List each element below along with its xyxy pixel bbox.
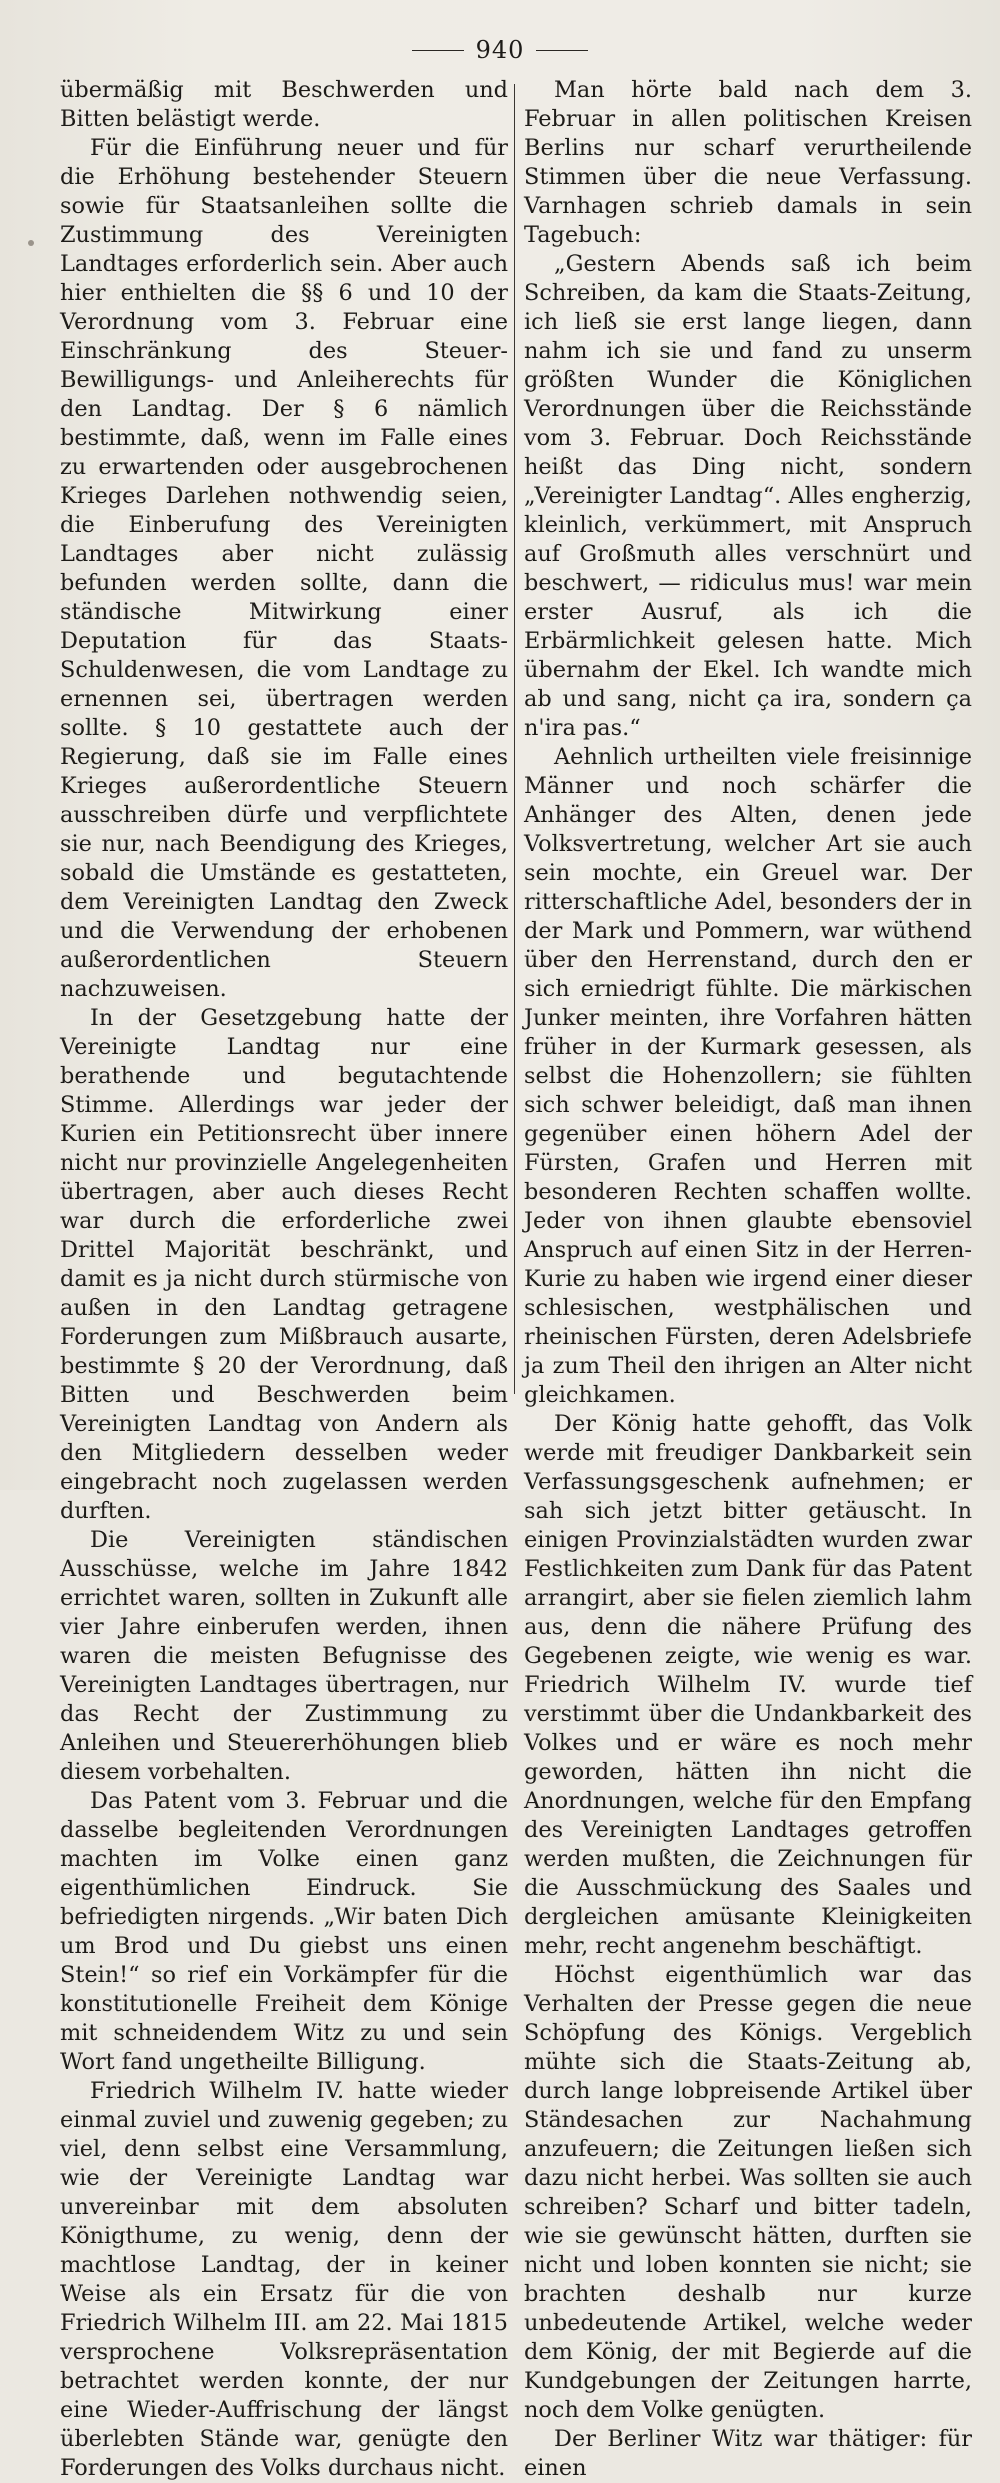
left-paragraph-5: Das Patent vom 3. Februar und die dasselbe begleitenden Verordnungen machten im Volke einen ganz eigenthümlichen Eindruck. Sie befriedigten nirgends. „Wir baten Dich um Brod und Du giebst uns einen Stein!“ so rief ein Vorkämpfer für die konstitutionelle Freiheit dem Könige mit schneidendem Witz zu und sein Wort fand ungetheilte Billigung. [60,1788,508,2075]
left-paragraph-2: Für die Einführung neuer und für die Erhöhung bestehender Steuern sowie für Staatsanleihen sollte die Zustimmung des Vereinigten Landtages erforderlich sein. Aber auch hier enthielten die §§ 6 und 10 der Verordnung vom 3. Februar eine Einschränkung des Steuer-Bewilligungs- und Anleiherechts für den Landtag. Der § 6 nämlich bestimmte, daß, wenn im Falle eines zu erwartenden oder ausgebrochenen Krieges Darlehen nothwendig seien, die Einberufung des Vereinigten Landtages aber nicht zulässig befunden werden sollte, dann die ständische Mitwirkung einer Deputation für das Staats-Schuldenwesen, die vom Landtage zu ernennen sei, übertragen werden sollte. § 10 gestattete auch der Regierung, daß sie im Falle eines Krieges außerordentliche Steuern ausschreiben dürfe und verpflichtete sie nur, nach Beendigung des Krieges, sobald die Umstände es gestatteten, dem Vereinigten Landtag den Zweck und die Verwendung der erhobenen außerordentlichen Steuern nachzuweisen. [60,135,508,1002]
running-head-rule-right [536,50,588,51]
left-paragraph-6: Friedrich Wilhelm IV. hatte wieder einmal zuviel und zuwenig gegeben; zu viel, denn selbst eine Versammlung, wie der Vereinigte Landtag war unvereinbar mit dem absoluten Königthume, zu wenig, denn der machtlose Landtag, der in keiner Weise als ein Ersatz für die von Friedrich Wilhelm III. am 22. Mai 1815 versprochene Volksrepräsentation betrachtet werden konnte, der nur eine Wieder-Auffrischung der längst überlebten Stände war, genügte den Forderungen des Volks durchaus nicht. [60,2078,508,2481]
right-paragraph-1: Man hörte bald nach dem 3. Februar in allen politischen Kreisen Berlins nur scharf verurtheilende Stimmen über die neue Verfassung. Varnhagen schrieb damals in sein Tagebuch: [524,77,972,248]
left-paragraph-4: Die Vereinigten ständischen Ausschüsse, welche im Jahre 1842 errichtet waren, sollten in Zukunft alle vier Jahre einberufen werden, ihnen waren die meisten Befugnisse des Vereinigten Landtages übertragen, nur das Recht der Zustimmung zu Anleihen und Steuererhöhungen blieb diesem vorbehalten. [60,1527,508,1785]
left-paragraph-1: übermäßig mit Beschwerden und Bitten belästigt werde. [60,77,508,132]
column-divider [514,84,515,1394]
right-paragraph-5: Höchst eigenthümlich war das Verhalten der Presse gegen die neue Schöpfung des Königs. Vergeblich mühte sich die Staats-Zeitung ab, durch lange lobpreisende Artikel über Ständesachen zur Nachahmung anzufeuern; die Zeitungen ließen sich dazu nicht herbei. Was sollten sie auch schreiben? Scharf und bitter tadeln, wie sie gewünscht hätten, durften sie nicht und loben konnten sie nicht; sie brachten deshalb nur kurze unbedeutende Artikel, welche weder dem König, der mit Begierde auf die Kundgebungen der Zeitungen harrte, noch dem Volke genügten. [524,1962,972,2423]
running-head [0,30,1000,70]
page-number: 940 [475,36,525,64]
left-column [60,76,508,2481]
right-paragraph-3: Aehnlich urtheilten viele freisinnige Männer und noch schärfer die Anhänger des Alten, denen jede Volksvertretung, welcher Art sie auch sein mochte, ein Greuel war. Der ritterschaftliche Adel, besonders der in der Mark und Pommern, war wüthend über den Herrenstand, durch den er sich erniedrigt fühlte. Die märkischen Junker meinten, ihre Vorfahren hätten früher in der Kurmark gesessen, als selbst die Hohenzollern; sie fühlten sich schwer beleidigt, daß man ihnen gegenüber einen höhern Adel der Fürsten, Grafen und Herren mit besonderen Rechten schaffen wollte. Jeder von ihnen glaubte ebensoviel Anspruch auf einen Sitz in der Herren-Kurie zu haben wie irgend einer dieser schlesischen, westphälischen und rheinischen Fürsten, deren Adelsbriefe ja zum Theil den ihrigen an Alter nicht gleichkamen. [524,744,972,1408]
left-paragraph-3: In der Gesetzgebung hatte der Vereinigte Landtag nur eine berathende und begutachtende Stimme. Allerdings war jeder der Kurien ein Petitionsrecht über innere nicht nur provinzielle Angelegenheiten übertragen, aber auch dieses Recht war durch die erforderliche zwei Drittel Majorität beschränkt, und damit es ja nicht durch stürmische von außen in den Landtag getragene Forderungen zum Mißbrauch ausarte, bestimmte § 20 der Verordnung, daß Bitten und Beschwerden beim Vereinigten Landtag von Andern als den Mitgliedern desselben weder eingebracht noch zugelassen werden durften. [60,1005,508,1524]
right-paragraph-4: Der König hatte gehofft, das Volk werde mit freudiger Dankbarkeit sein Verfassungsgeschenk aufnehmen; er sah sich jetzt bitter getäuscht. In einigen Provinzialstädten wurden zwar Festlichkeiten zum Dank für das Patent arrangirt, aber sie fielen ziemlich lahm aus, denn die nähere Prüfung des Gegebenen zeigte, wie wenig es war. Friedrich Wilhelm IV. wurde tief verstimmt über die Undankbarkeit des Volkes und er wäre es noch mehr geworden, hätten ihn nicht die Anordnungen, welche für den Empfang des Vereinigten Landtages getroffen werden mußten, die Zeichnungen für die Ausschmückung des Saales und dergleichen amüsante Kleinigkeiten mehr, recht angenehm beschäftigt. [524,1411,972,1959]
paper-stain [28,240,34,246]
right-column [524,76,972,2481]
right-paragraph-2: „Gestern Abends saß ich beim Schreiben, da kam die Staats-Zeitung, ich ließ sie erst lange liegen, dann nahm ich sie und fand zu unserm größten Wunder die Königlichen Verordnungen über die Reichsstände vom 3. Februar. Doch Reichsstände heißt das Ding nicht, sondern „Vereinigter Landtag“. Alles engherzig, kleinlich, verkümmert, mit Anspruch auf Großmuth alles verschnürt und beschwert, — ridiculus mus! war mein erster Ausruf, als ich die Erbärmlichkeit gelesen hatte. Mich übernahm der Ekel. Ich wandte mich ab und sang, nicht ça ira, sondern ça n'ira pas.“ [524,251,972,741]
running-head-rule-left [412,50,464,51]
right-paragraph-6: Der Berliner Witz war thätiger: für einen [524,2426,972,2481]
